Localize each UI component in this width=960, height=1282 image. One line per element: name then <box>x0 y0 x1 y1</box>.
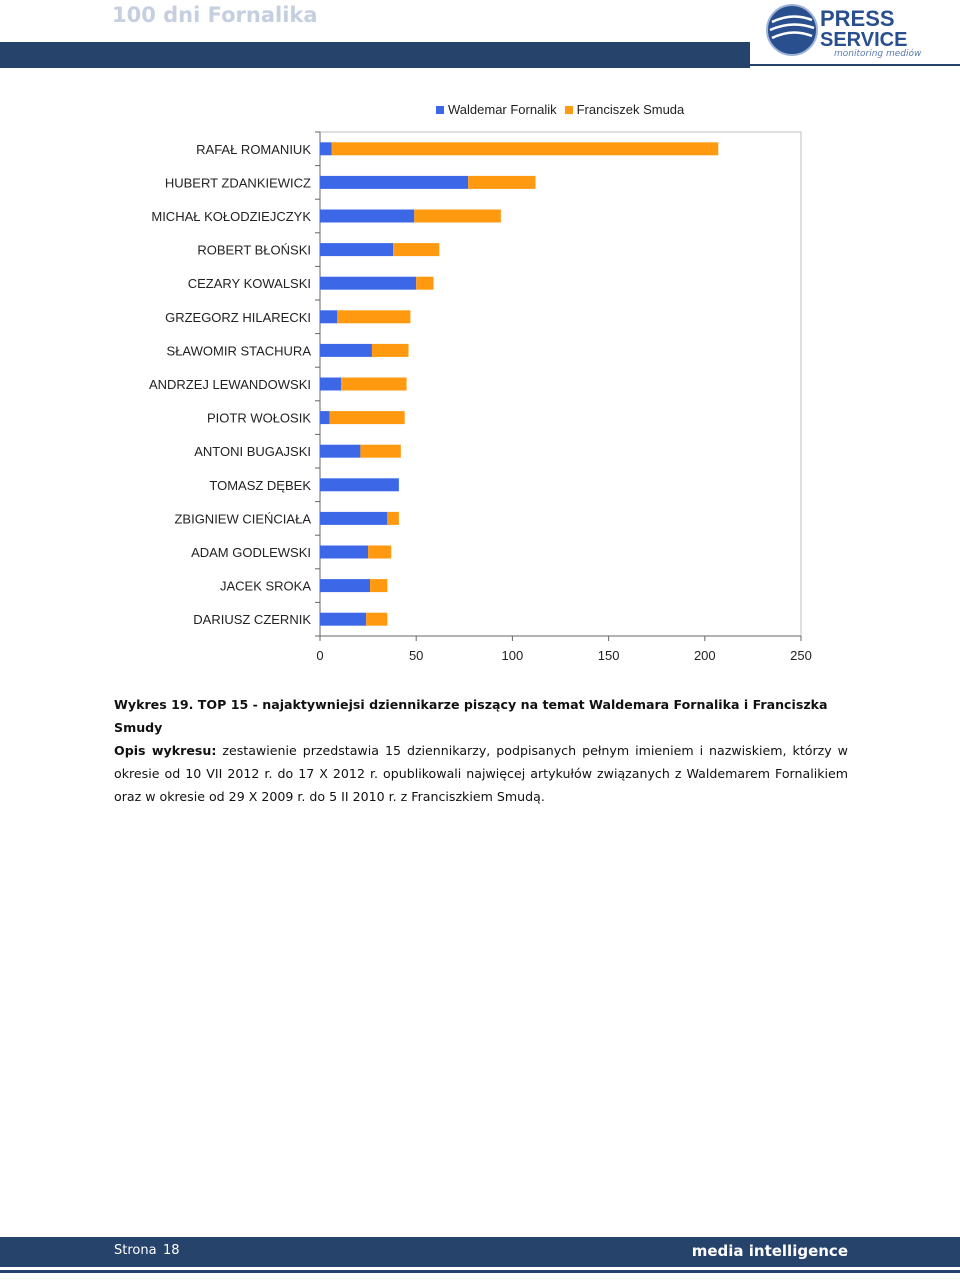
y-category-label: ROBERT BŁOŃSKI <box>197 242 311 258</box>
y-category-label: ANTONI BUGAJSKI <box>194 444 311 460</box>
logo-word-service: SERVICE <box>820 29 908 51</box>
page-number: 18 <box>163 1243 180 1258</box>
bar-segment-fornalik <box>320 512 387 525</box>
caption-description <box>114 739 848 808</box>
bar-segment-smuda <box>370 579 387 592</box>
bar-segment-fornalik <box>320 310 337 323</box>
bar-segment-fornalik <box>320 344 372 357</box>
page-header-title: 100 dni Fornalika <box>112 3 318 27</box>
y-category-label: ANDRZEJ LEWANDOWSKI <box>148 377 311 392</box>
chart-caption <box>114 693 848 808</box>
y-category-label: DARIUSZ CZERNIK <box>193 612 311 628</box>
bar-segment-smuda <box>332 142 719 155</box>
bar-segment-fornalik <box>320 478 399 491</box>
bar-segment-smuda <box>468 176 535 189</box>
x-tick-label: 50 <box>408 648 424 663</box>
x-tick-label: 0 <box>316 648 324 663</box>
y-category-label: GRZEGORZ HILARECKI <box>165 309 311 325</box>
y-category-label: SŁAWOMIR STACHURA <box>166 343 311 359</box>
y-category-label: PIOTR WOŁOSIK <box>206 410 311 426</box>
bar-segment-smuda <box>341 378 406 391</box>
bar-segment-smuda <box>414 210 501 223</box>
bar-segment-fornalik <box>320 445 360 458</box>
legend-label-smuda: Franciszek Smuda <box>576 102 685 117</box>
caption-desc-text: zestawienie przedstawia 15 dziennikarzy, podpisanych pełnym imieniem i nazwiskiem, którzy w okresie od 10 VII 2012 r. do 17 X 2012 r. opublikowali najwięcej artykułów związanych z Waldemarem Fornalikiem oraz w okresie od 29 X 2009 r. do 5 II 2010 r. z Franciszkiem Smudą. <box>114 743 848 804</box>
caption-title: Wykres 19. TOP 15 - najaktywniejsi dziennikarze piszący na temat Waldemara Fornalika i Franciszka Smudy <box>114 697 828 735</box>
y-category-label: ZBIGNIEW CIEŃCIAŁA <box>174 511 311 527</box>
bar-segment-fornalik <box>320 546 368 559</box>
y-category-label: RAFAŁ ROMANIUK <box>196 141 311 157</box>
page-label: Strona <box>114 1243 157 1258</box>
bar-segment-smuda <box>372 344 409 357</box>
x-tick-label: 100 <box>501 648 524 663</box>
bar-segment-fornalik <box>320 243 393 256</box>
bar-segment-smuda <box>360 445 400 458</box>
bar-segment-fornalik <box>320 142 332 155</box>
bar-segment-fornalik <box>320 411 330 424</box>
bar-segment-fornalik <box>320 176 468 189</box>
footer-tagline: media intelligence <box>691 1242 848 1260</box>
bar-segment-smuda <box>368 546 391 559</box>
x-tick-label: 200 <box>693 648 716 663</box>
caption-desc-label: Opis wykresu: <box>114 743 217 758</box>
y-category-label: ADAM GODLEWSKI <box>191 545 311 560</box>
x-tick-label: 250 <box>790 648 812 663</box>
legend-label-fornalik: Waldemar Fornalik <box>448 102 557 117</box>
logo-tagline: monitoring mediów <box>834 49 922 58</box>
bar-segment-smuda <box>337 310 410 323</box>
y-category-label: CEZARY KOWALSKI <box>187 276 311 292</box>
y-category-label: JACEK SROKA <box>219 578 311 594</box>
bar-segment-smuda <box>393 243 439 256</box>
bar-segment-smuda <box>330 411 405 424</box>
bar-segment-fornalik <box>320 378 341 391</box>
y-category-label: MICHAŁ KOŁODZIEJCZYK <box>151 209 311 224</box>
logo-word-press: PRESS <box>820 6 895 31</box>
bar-segment-smuda <box>366 613 387 626</box>
bar-segment-fornalik <box>320 579 370 592</box>
y-category-label: HUBERT ZDANKIEWICZ <box>164 175 311 191</box>
bar-segment-smuda <box>387 512 399 525</box>
bar-segment-fornalik <box>320 210 414 223</box>
bar-segment-smuda <box>416 277 433 290</box>
bar-segment-fornalik <box>320 277 416 290</box>
x-tick-label: 150 <box>597 648 620 663</box>
y-category-label: TOMASZ DĘBEK <box>209 477 311 493</box>
bar-segment-fornalik <box>320 613 366 626</box>
footer-line <box>0 1270 960 1273</box>
